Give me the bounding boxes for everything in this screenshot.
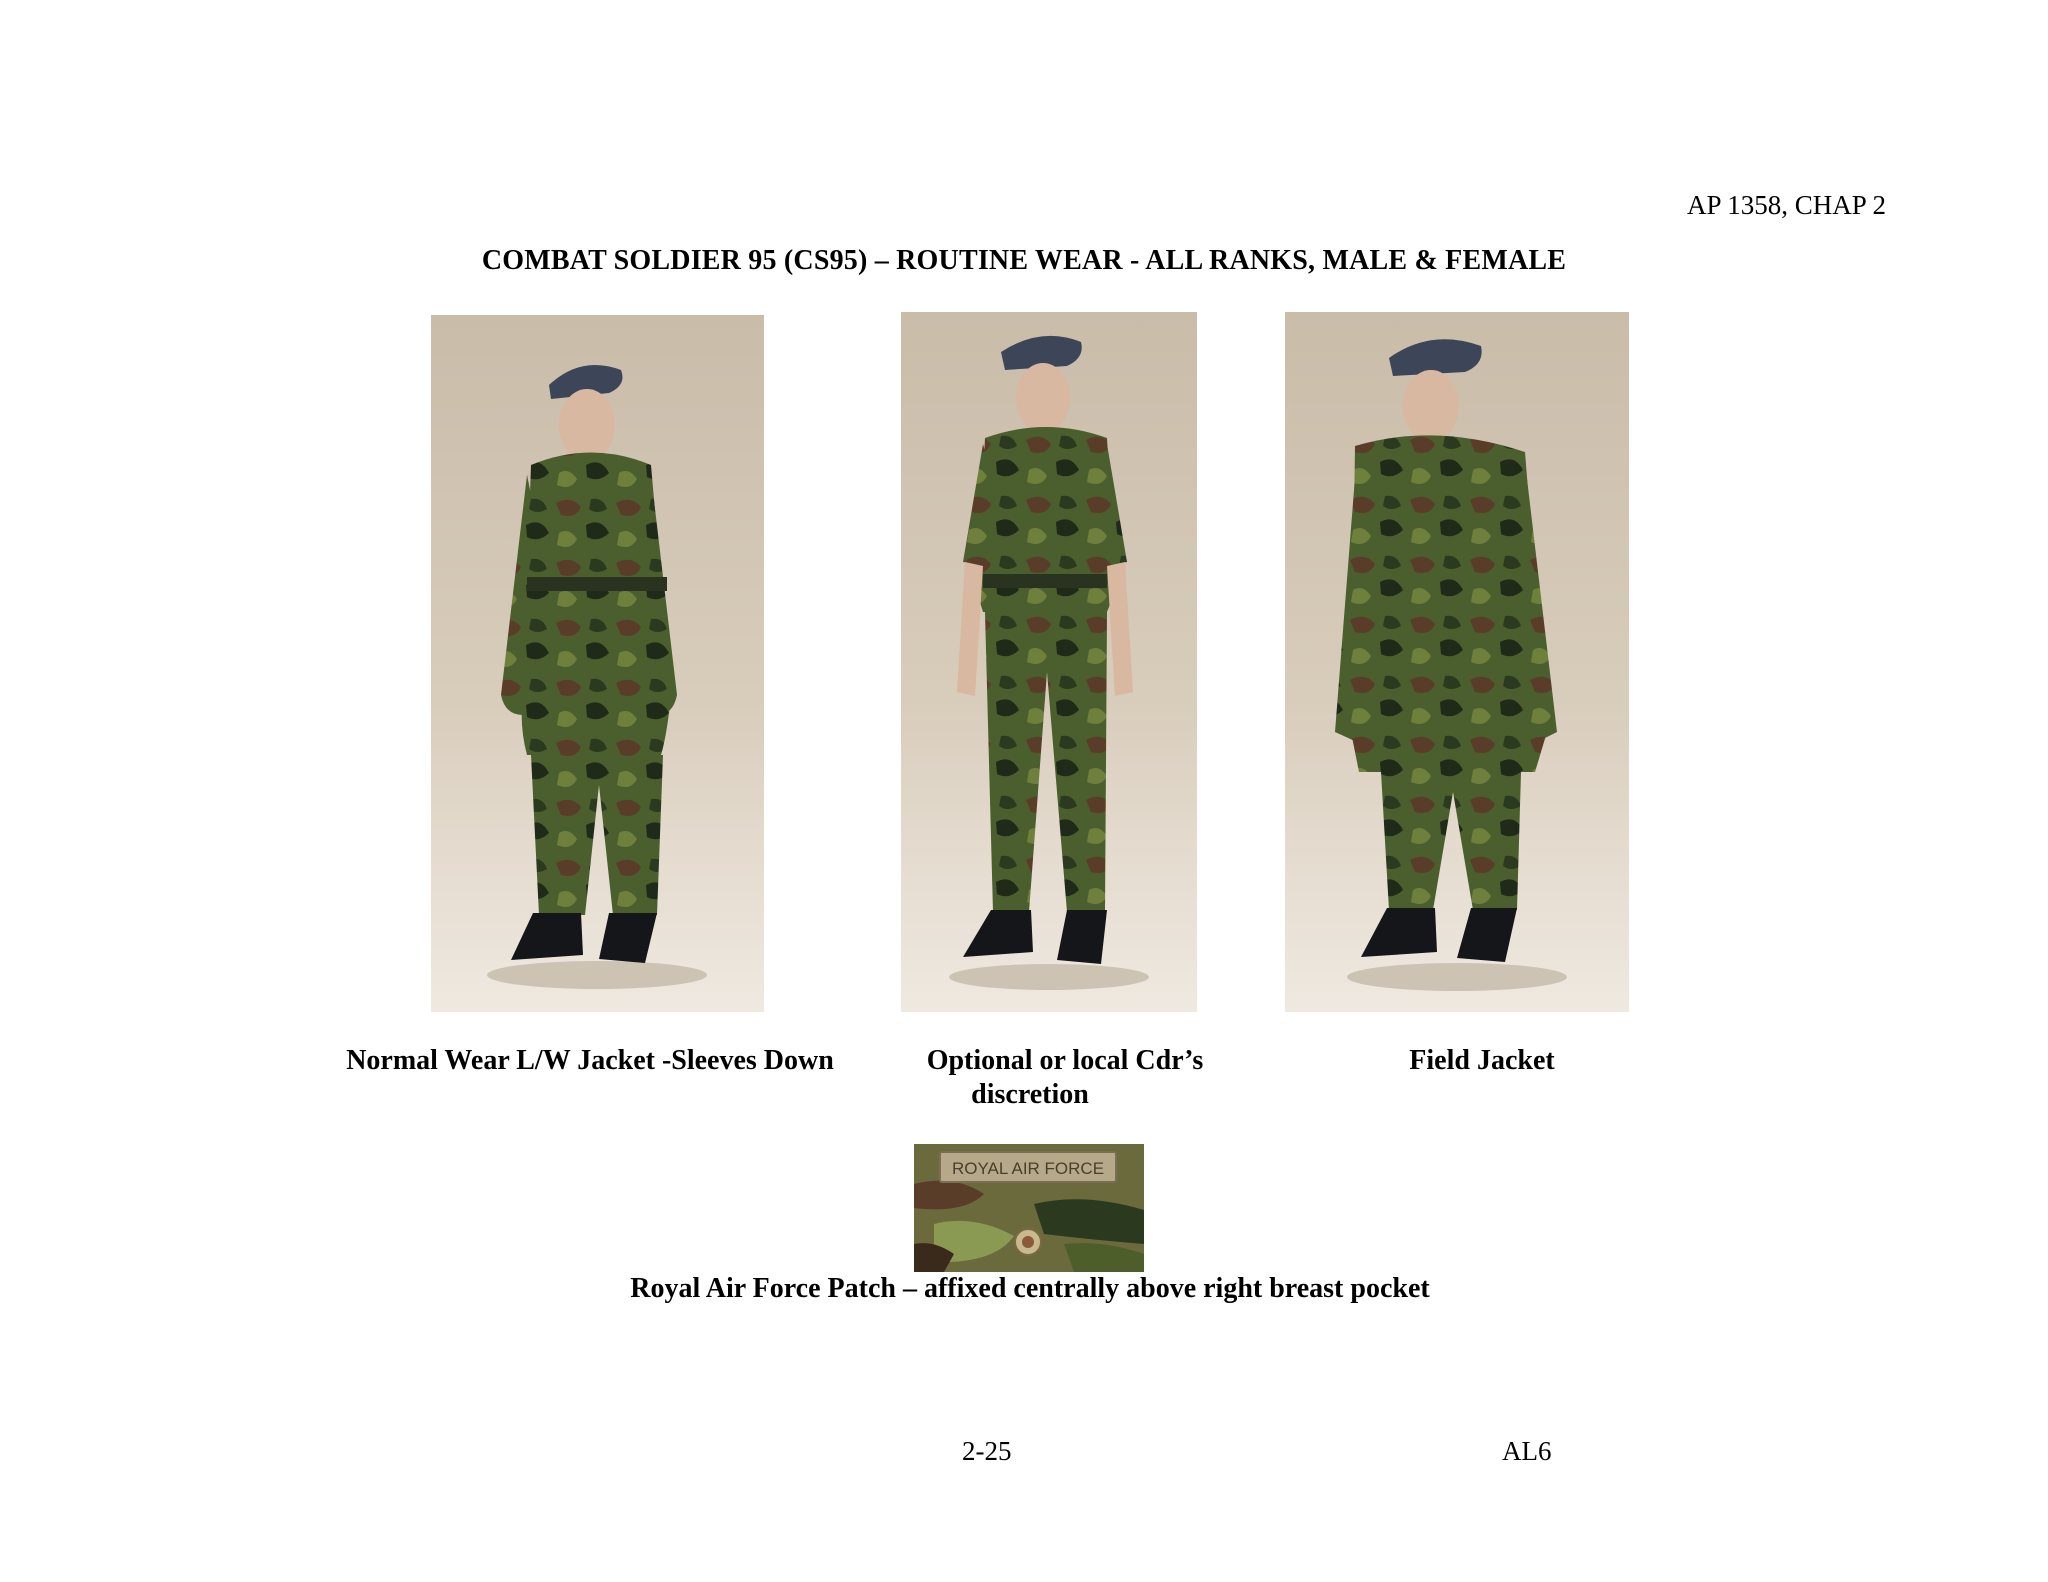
- caption-field-jacket: Field Jacket: [1409, 1045, 1555, 1076]
- page-number: 2-25: [962, 1436, 1012, 1466]
- photo-field-jacket: [1285, 312, 1629, 1012]
- caption-optional-wear: [900, 1044, 1230, 1112]
- page-title: COMBAT SOLDIER 95 (CS95) – ROUTINE WEAR - ALL RANKS, MALE & FEMALE: [481, 245, 1567, 276]
- photo-raf-patch: [914, 1144, 1144, 1272]
- caption-optional-line-1: Optional or local Cdr’s: [926, 1045, 1204, 1076]
- caption-raf-patch: Royal Air Force Patch – affixed centrally above right breast pocket: [630, 1273, 1430, 1304]
- photo-normal-wear-sleeves-down: [431, 315, 764, 1012]
- photo-optional-sleeves-rolled: [901, 312, 1197, 1012]
- caption-normal-wear: Normal Wear L/W Jacket -Sleeves Down: [346, 1045, 834, 1076]
- document-reference: AP 1358, CHAP 2: [1686, 190, 1886, 220]
- patch-label-text: ROYAL AIR FORCE: [951, 1159, 1105, 1178]
- amendment-level: AL6: [1502, 1436, 1552, 1466]
- caption-optional-line-2: discretion: [971, 1079, 1089, 1110]
